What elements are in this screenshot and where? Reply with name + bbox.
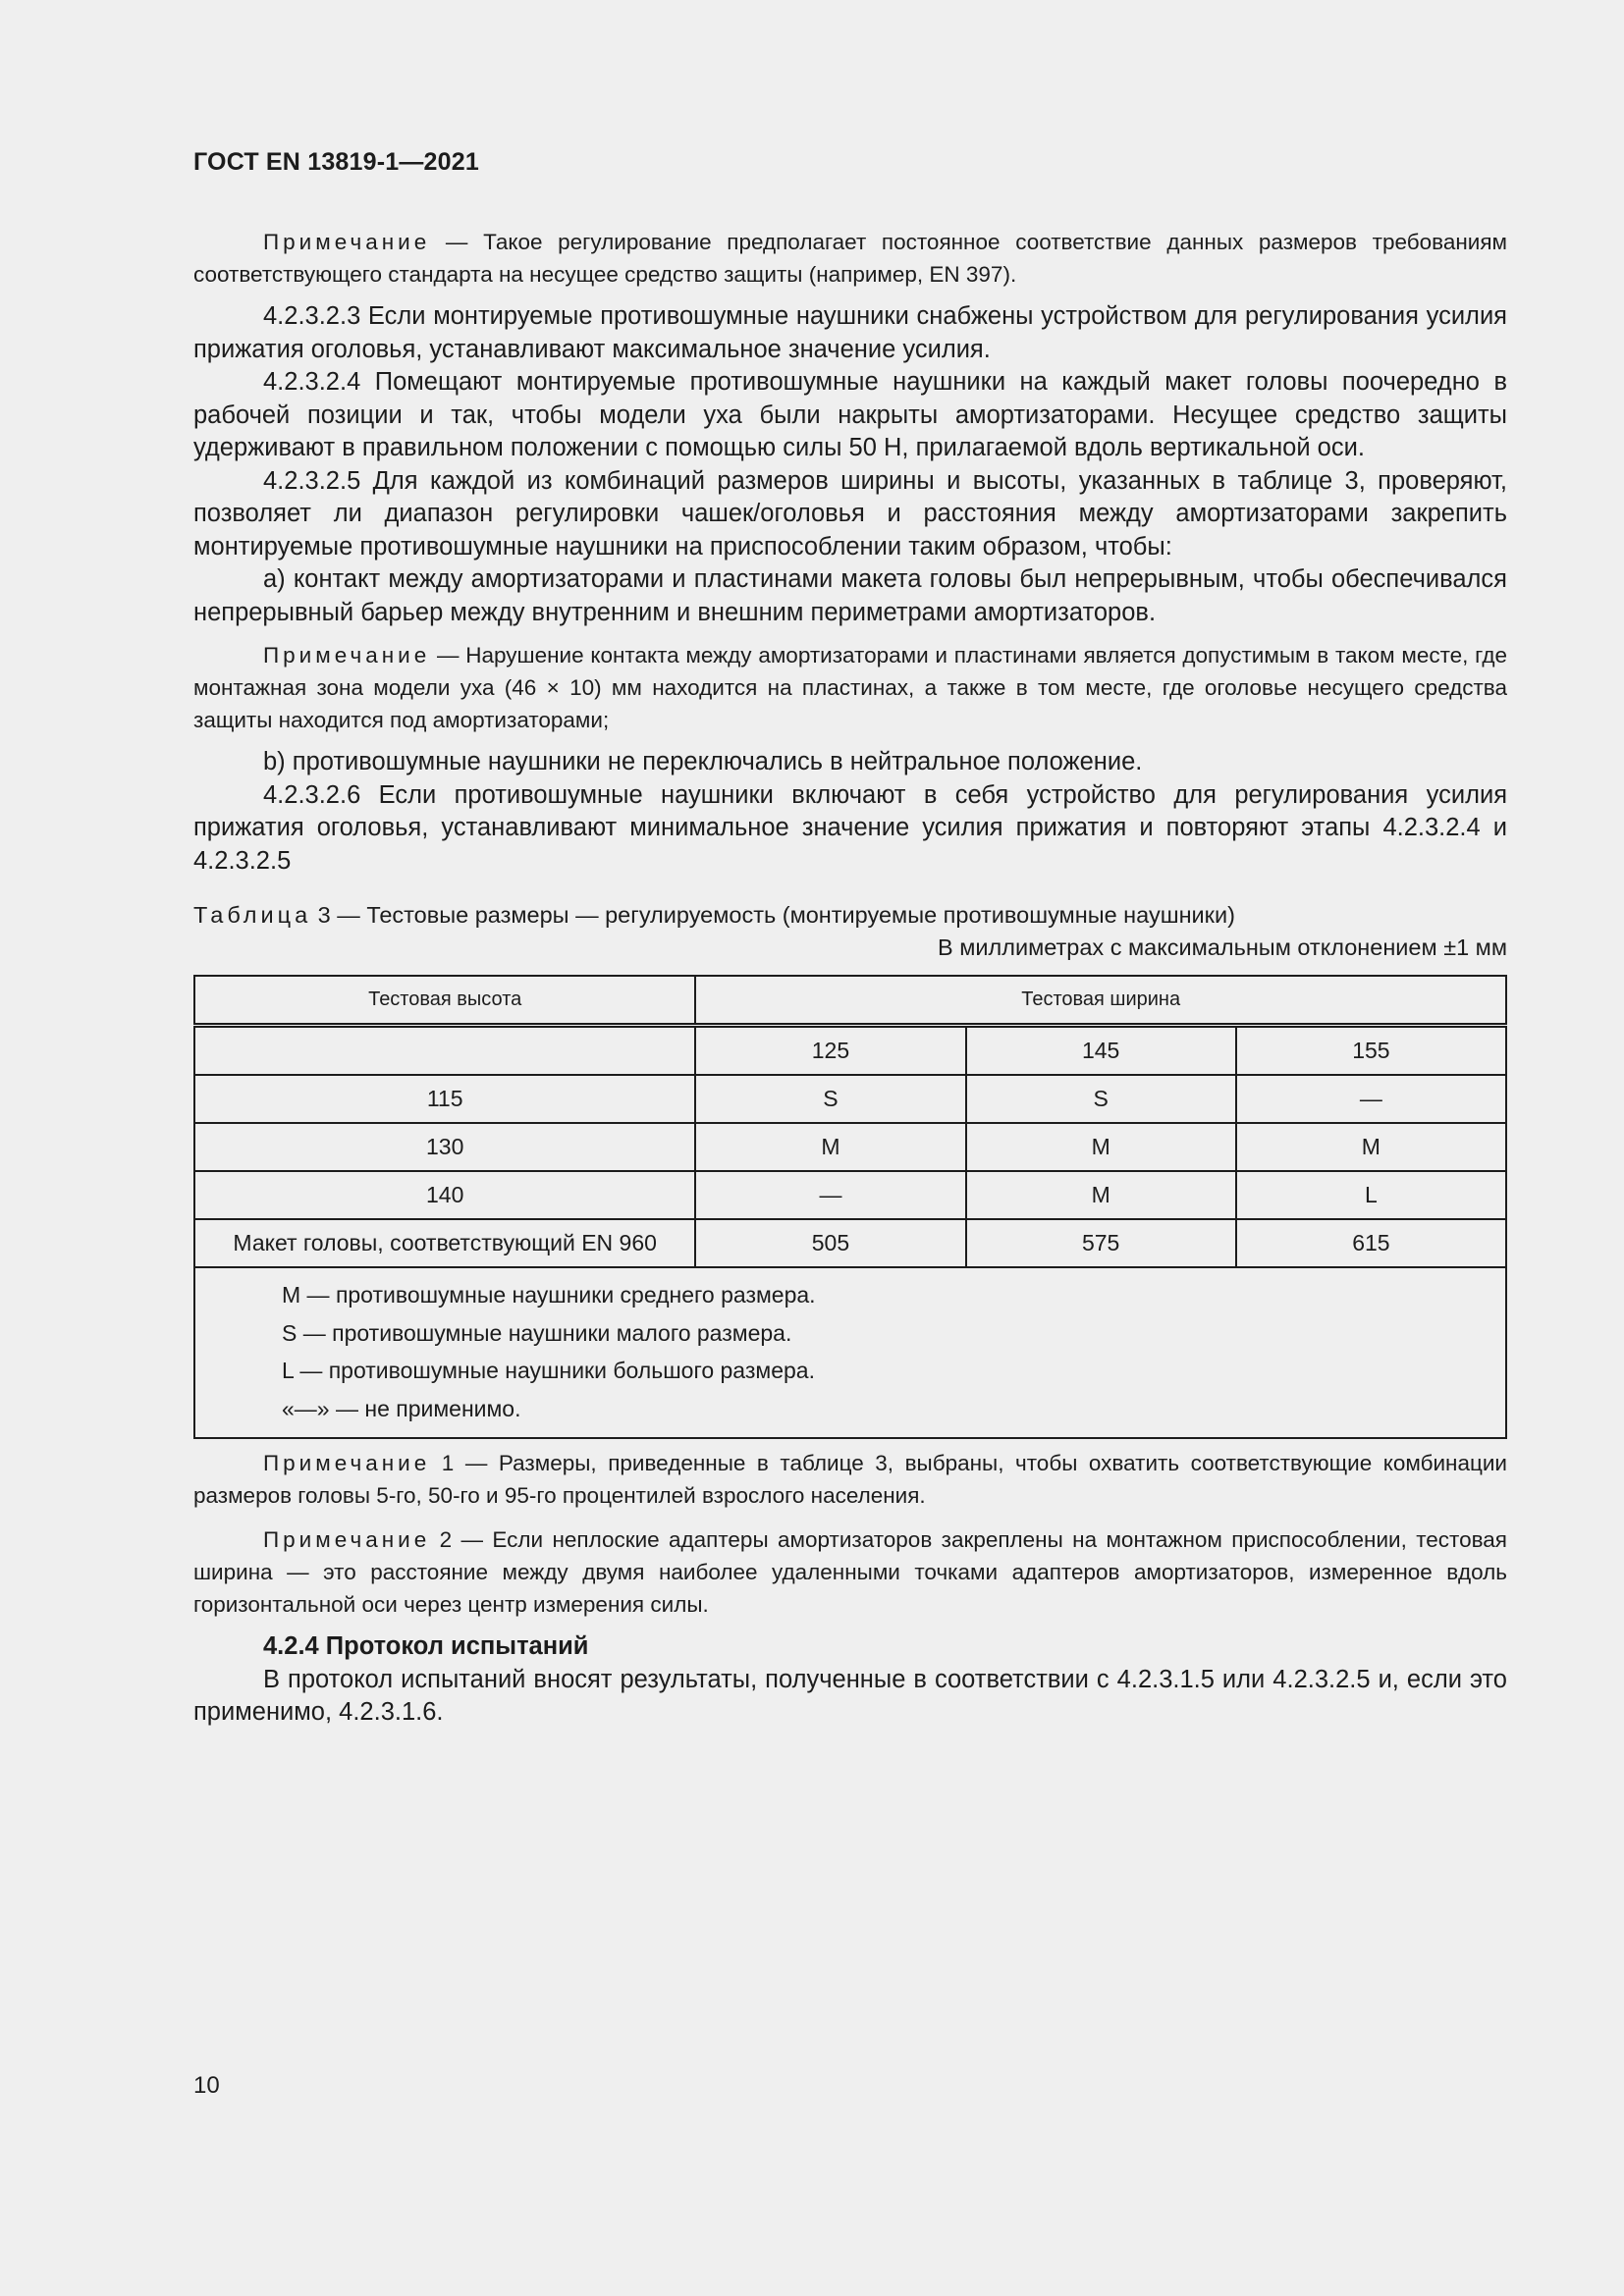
- height-value: 115: [194, 1075, 695, 1123]
- page-number: 10: [193, 2072, 220, 2099]
- note-text: — Такое регулирование предполагает постоянное соответствие данных размеров требованиям соответствующего стандарта на несущее средство защиты (например, EN 397).: [193, 230, 1507, 287]
- table-cell: [194, 1026, 695, 1076]
- table-cell: S: [966, 1075, 1236, 1123]
- note-label: Примечание: [263, 1451, 431, 1475]
- legend-item: L — противошумные наушники большого размера.: [282, 1358, 815, 1383]
- width-value: 125: [695, 1026, 965, 1076]
- table-cell: 575: [966, 1219, 1236, 1267]
- table-cell: M: [1236, 1123, 1506, 1171]
- paragraph-4-2-3-2-3: 4.2.3.2.3 Если монтируемые противошумные наушники снабжены устройством для регулирования усилия прижатия оголовья, устанавливают максимальное значение усилия.: [193, 302, 1507, 363]
- table-cell: 615: [1236, 1219, 1506, 1267]
- section-heading-4-2-4: 4.2.4 Протокол испытаний: [263, 1632, 589, 1660]
- section-4-2-4-text: В протокол испытаний вносят результаты, полученные в соответствии с 4.2.3.1.5 или 4.2.3.2.5 и, если это применимо, 4.2.3.1.6.: [193, 1665, 1507, 1726]
- note-1: [193, 1447, 1507, 1512]
- table-cell: L: [1236, 1171, 1506, 1219]
- table-cell: S: [695, 1075, 965, 1123]
- note-label: Примечание: [263, 230, 431, 254]
- note-text: 1 — Размеры, приведенные в таблице 3, выбраны, чтобы охватить соответствующие комбинации размеров головы 5-го, 50-го и 95-го процентилей взрослого населения.: [193, 1451, 1507, 1508]
- note-label: Примечание: [263, 1527, 431, 1552]
- note-intro: [193, 226, 1507, 291]
- note-a: [193, 639, 1507, 736]
- table-cell: M: [695, 1123, 965, 1171]
- list-item-b: b) противошумные наушники не переключались в нейтральное положение.: [263, 748, 1143, 775]
- table-row: [194, 1075, 1506, 1123]
- table-cell: 505: [695, 1219, 965, 1267]
- note-text: 2 — Если неплоские адаптеры амортизаторов закреплены на монтажном приспособлении, тестовая ширина — это расстояние между двумя наиболее удаленными точками адаптеров амортизаторов, измеренное вдоль горизонтальной оси через центр измерения силы.: [193, 1527, 1507, 1617]
- table-row: [194, 1219, 1506, 1267]
- legend-item: «—» — не применимо.: [282, 1395, 521, 1421]
- height-value: 130: [194, 1123, 695, 1171]
- table-3: [193, 975, 1507, 1439]
- table-legend-row: [194, 1267, 1506, 1438]
- table-cell: M: [966, 1123, 1236, 1171]
- table-row: [194, 1123, 1506, 1171]
- table-cell: M: [966, 1171, 1236, 1219]
- list-item-a: a) контакт между амортизаторами и пластинами макета головы был непрерывным, чтобы обеспечивался непрерывный барьер между внутренним и внешним периметрами амортизаторов.: [193, 565, 1507, 626]
- standard-header: ГОСТ EN 13819-1—2021: [193, 148, 479, 176]
- table-caption: [193, 899, 1507, 932]
- height-value: Макет головы, соответствующий EN 960: [194, 1219, 695, 1267]
- page-content: [193, 226, 1507, 1730]
- height-value: 140: [194, 1171, 695, 1219]
- table-row: [194, 1171, 1506, 1219]
- table-legend: [194, 1267, 1506, 1438]
- paragraph-4-2-3-2-5: 4.2.3.2.5 Для каждой из комбинаций размеров ширины и высоты, указанных в таблице 3, проверяют, позволяет ли диапазон регулировки чашек/оголовья и расстояния между амортизаторами закрепить монтируемые противошумные наушники на приспособлении таким образом, чтобы:: [193, 466, 1507, 561]
- table-header-row: [194, 976, 1506, 1026]
- header-test-height: Тестовая высота: [194, 976, 695, 1026]
- note-label: Примечание: [263, 643, 431, 667]
- table-caption-text: 3 — Тестовые размеры — регулируемость (монтируемые противошумные наушники): [311, 902, 1235, 928]
- paragraph-4-2-3-2-6: 4.2.3.2.6 Если противошумные наушники включают в себя устройство для регулирования усилия прижатия оголовья, устанавливают минимальное значение усилия прижатия и повторяют этапы 4.2.3.2.4 и 4.2.3.2.5: [193, 780, 1507, 875]
- header-test-width: Тестовая ширина: [695, 976, 1506, 1026]
- legend-item: M — противошумные наушники среднего размера.: [282, 1282, 816, 1308]
- note-text: — Нарушение контакта между амортизаторами и пластинами является допустимым в таком месте, где монтажная зона модели уха (46 × 10) мм находится на пластинах, а также в том месте, где оголовье несущего средства защиты находится под амортизаторами;: [193, 643, 1507, 732]
- width-value: 155: [1236, 1026, 1506, 1076]
- width-value: 145: [966, 1026, 1236, 1076]
- table-caption-label: Таблица: [193, 902, 312, 928]
- table-width-values-row: [194, 1026, 1506, 1076]
- table-units: В миллиметрах с максимальным отклонением ±1 мм: [938, 934, 1507, 960]
- paragraph-4-2-3-2-4: 4.2.3.2.4 Помещают монтируемые противошумные наушники на каждый макет головы поочередно в рабочей позиции и так, чтобы модели уха были накрыты амортизаторами. Несущее средство защиты удерживают в правильном положении с помощью силы 50 Н, прилагаемой вдоль вертикальной оси.: [193, 368, 1507, 461]
- table-cell: —: [1236, 1075, 1506, 1123]
- table-cell: —: [695, 1171, 965, 1219]
- legend-item: S — противошумные наушники малого размера.: [282, 1319, 792, 1346]
- note-2: [193, 1523, 1507, 1621]
